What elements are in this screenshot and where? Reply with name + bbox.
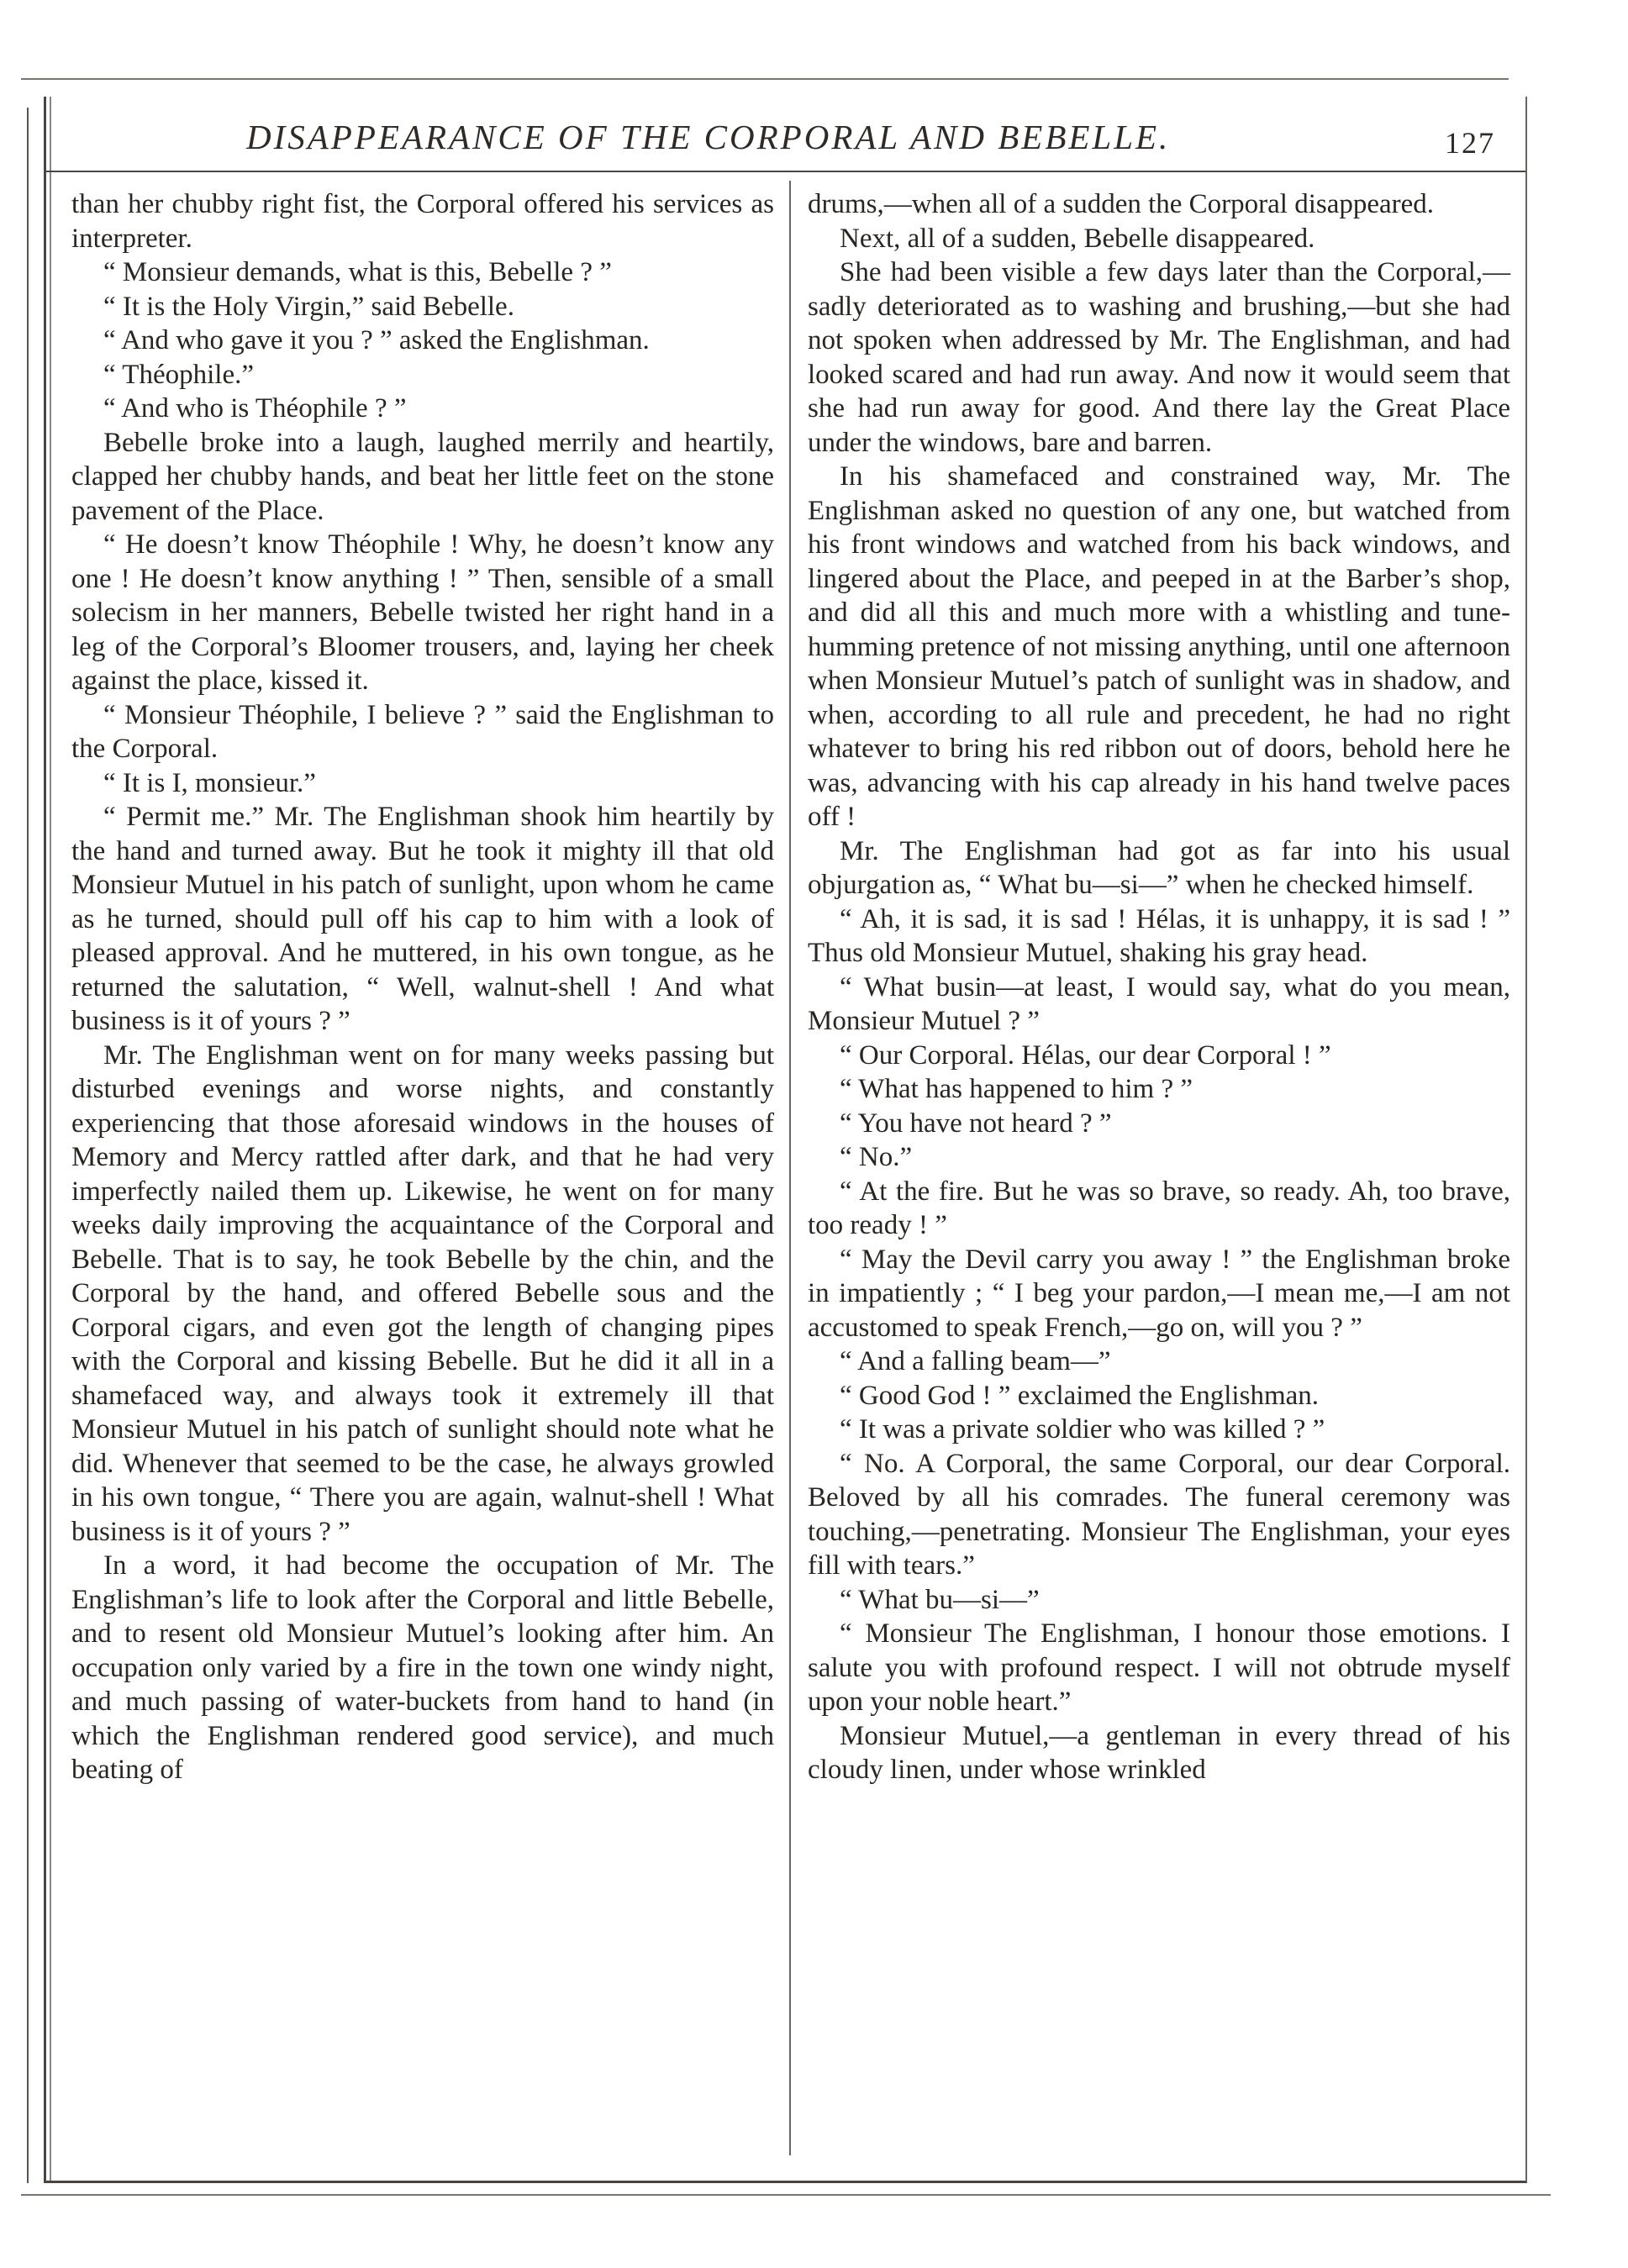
paragraph: “ It is the Holy Virgin,” said Bebelle.	[103, 291, 514, 322]
paragraph: “ It is I, monsieur.”	[103, 767, 316, 798]
paragraph: “ No. A Corporal, the same Corporal, our dear Corporal. Beloved by all his comrades. The funeral ceremony was touching,—penetrating. Monsieur The Englishman, your eyes fill with tears.”	[808, 1448, 1510, 1581]
paragraph: “ It was a private soldier who was killed ? ”	[840, 1414, 1325, 1444]
paragraph: “ Théophile.”	[103, 359, 254, 390]
paragraph: “ What has happened to him ? ”	[840, 1074, 1193, 1104]
paragraph: “ What bu—si—”	[840, 1584, 1040, 1615]
paragraph: Mr. The Englishman had got as far into his usual objurgation as, “ What bu—si—” when he checked himself.	[808, 835, 1510, 900]
paragraph: “ Our Corporal. Hélas, our dear Corporal ! ”	[840, 1039, 1331, 1071]
paragraph: “ He doesn’t know Théophile ! Why, he doesn’t know any one ! He doesn’t know anything ! ” Then, sensible of a small solecism in her manners, Bebelle twisted her right hand in a leg of the Corporal’s Bloomer trousers, and, laying her cheek against the place, kissed it.	[71, 529, 774, 696]
paragraph: “ And who is Théophile ? ”	[103, 393, 407, 424]
paragraph: “ No.”	[840, 1142, 913, 1172]
paragraph: “ May the Devil carry you away ! ” the Englishman broke in impatiently ; “ I beg your pardon,—I mean me,—I am not accustomed to speak French,—go on, will you ? ”	[808, 1244, 1510, 1343]
paragraph: “ Monsieur The Englishman, I honour those emotions. I salute you with profound respect. I will not obtrude myself upon your noble heart.”	[808, 1618, 1510, 1717]
paragraph: than her chubby right fist, the Corporal offered his services as interpreter.	[71, 189, 774, 254]
paragraph: She had been visible a few days later than the Corporal,—sadly deteriorated as to washing and brushing,—but she had not spoken when addressed by Mr. The Englishman, and had looked scared and had run away. And now it would seem that she had run away for good. And there lay the Great Place under the windows, bare and barren.	[808, 257, 1510, 458]
paragraph: “ And a falling beam—”	[840, 1346, 1111, 1376]
paragraph: Next, all of a sudden, Bebelle disappeared.	[840, 223, 1315, 254]
paragraph: “ Monsieur demands, what is this, Bebelle ? ”	[103, 257, 612, 287]
paragraph: “ Permit me.” Mr. The Englishman shook him heartily by the hand and turned away. But he took it mighty ill that old Monsieur Mutuel in his patch of sunlight, upon whom he came as he turned, should pull off his cap to him with a look of pleased approval. And he muttered, in his own tongue, as he returned the salutation, “ Well, walnut-shell ! And what business is it of yours ? ”	[71, 802, 774, 1036]
page-edge-rule	[27, 108, 29, 2183]
paragraph: In a word, it had become the occupation of Mr. The Englishman’s life to look after the Corporal and little Bebelle, and to resent old Monsieur Mutuel’s looking after him. An occupation only varied by a fire in the town one windy night, and much passing of water-buckets from hand to hand (in which the Englishman rendered good service), and much beating of	[71, 1550, 774, 1785]
paragraph: “ You have not heard ? ”	[840, 1108, 1112, 1139]
running-head-title: DISAPPEARANCE OF THE CORPORAL AND BEBELLE.	[246, 118, 1171, 156]
paragraph: “ Good God ! ” exclaimed the Englishman.	[840, 1380, 1320, 1411]
paragraph: Mr. The Englishman went on for many weeks passing but disturbed evenings and worse nights, and constantly experiencing that those aforesaid windows in the houses of Memory and Mercy rattled after dark, and that he had very imperfectly nailed them up. Likewise, he went on for many weeks daily improving the acquaintance of the Corporal and Bebelle. That is to say, he took Bebelle by the chin, and the Corporal by the hand, and offered Bebelle sous and the Corporal cigars, and even got the length of changing pipes with the Corporal and kissing Bebelle. But he did it all in a shamefaced way, and always took it extremely ill that Monsieur Mutuel in his patch of sunlight should note what he did. Whenever that seemed to be the case, he always growled in his own tongue, “ There you are again, walnut-shell ! What business is it of yours ? ”	[71, 1039, 774, 1547]
paragraph: “ Ah, it is sad, it is sad ! Hélas, it is unhappy, it is sad ! ” Thus old Monsieur Mutuel, shaking his gray head.	[808, 903, 1510, 968]
page-number: 127	[1445, 126, 1495, 160]
paragraph: drums,—when all of a sudden the Corporal disappeared.	[808, 189, 1435, 219]
paragraph: “ At the fire. But he was so brave, so ready. Ah, too brave, too ready ! ”	[808, 1176, 1510, 1240]
running-head	[46, 97, 1525, 172]
paragraph: “ And who gave it you ? ” asked the Englishman.	[103, 325, 650, 355]
paragraph: In his shamefaced and constrained way, Mr. The Englishman asked no question of any one, but watched from his front windows and watched from his back windows, and lingered about the Place, and peeped in at the Barber’s shop, and did all this and much more with a whistling and tune-humming pretence of not missing anything, until one afternoon when Monsieur Mutuel’s patch of sunlight was in shadow, and when, according to all rule and precedent, he had no right whatever to bring his red ribbon out of doors, behold here he was, advancing with his cap already in his hand twelve paces off !	[808, 461, 1510, 832]
column-divider	[789, 181, 791, 2155]
paragraph: Bebelle broke into a laugh, laughed merrily and heartily, clapped her chubby hands, and beat her little feet on the stone pavement of the Place.	[71, 427, 774, 526]
page-frame	[44, 97, 1527, 2183]
paragraph: “ What busin—at least, I would say, what do you mean, Monsieur Mutuel ? ”	[808, 971, 1510, 1036]
paragraph: “ Monsieur Théophile, I believe ? ” said the Englishman to the Corporal.	[71, 699, 774, 764]
left-column	[71, 187, 774, 1787]
right-column	[808, 187, 1510, 1787]
paragraph: Monsieur Mutuel,—a gentleman in every thread of his cloudy linen, under whose wrinkled	[808, 1720, 1510, 1785]
